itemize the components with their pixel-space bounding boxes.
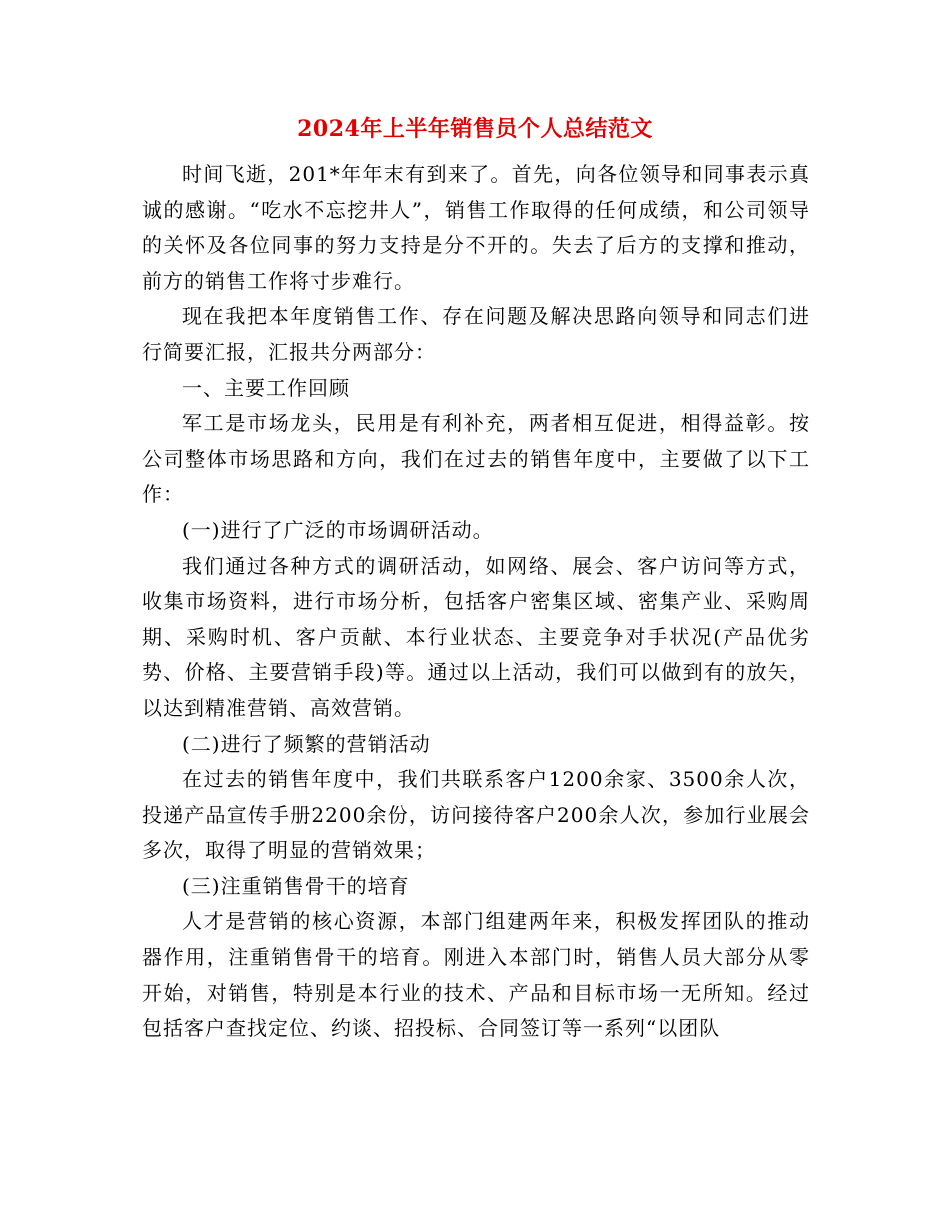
- subsection-heading: (一)进行了广泛的市场调研活动。: [182, 517, 494, 542]
- document-title: 2024年上半年销售员个人总结范文: [297, 116, 653, 142]
- subsection-heading: (二)进行了频繁的营销活动: [182, 731, 431, 756]
- paragraph: 在过去的销售年度中，我们共联系客户1200余家、3500余人次，投递产品宣传手册2200余份，访问接待客户200余人次，参加行业展会多次，取得了明显的营销效果；: [142, 767, 810, 863]
- paragraph: 我们通过各种方式的调研活动，如网络、展会、客户访问等方式，收集市场资料，进行市场分析，包括客户密集区域、密集产业、采购周期、采购时机、客户贡献、本行业状态、主要竞争对手状况(产品优劣势、价格、主要营销手段)等。通过以上活动，我们可以做到有的放矢，以达到精准营销、高效营销。: [142, 553, 810, 720]
- section-heading: 一、主要工作回顾: [182, 375, 350, 400]
- paragraph: 时间飞逝，201*年年末有到来了。首先，向各位领导和同事表示真诚的感谢。“吃水不忘挖井人”，销售工作取得的任何成绩，和公司领导的关怀及各位同事的努力支持是分不开的。失去了后方的支撑和推动，前方的销售工作将寸步难行。: [142, 162, 810, 293]
- paragraph: 现在我把本年度销售工作、存在问题及解决思路向领导和同志们进行简要汇报，汇报共分两部分：: [142, 304, 810, 364]
- subsection-heading: (三)注重销售骨干的培育: [182, 873, 410, 898]
- paragraph: 人才是营销的核心资源，本部门组建两年来，积极发挥团队的推动器作用，注重销售骨干的培育。刚进入本部门时，销售人员大部分从零开始，对销售，特别是本行业的技术、产品和目标市场一无所知。经过包括客户查找定位、约谈、招投标、合同签订等一系列“以团队: [142, 909, 810, 1041]
- document-body: [142, 157, 810, 1047]
- paragraph: 军工是市场龙头，民用是有利补充，两者相互促进，相得益彰。按公司整体市场思路和方向，我们在过去的销售年度中，主要做了以下工作：: [142, 411, 810, 507]
